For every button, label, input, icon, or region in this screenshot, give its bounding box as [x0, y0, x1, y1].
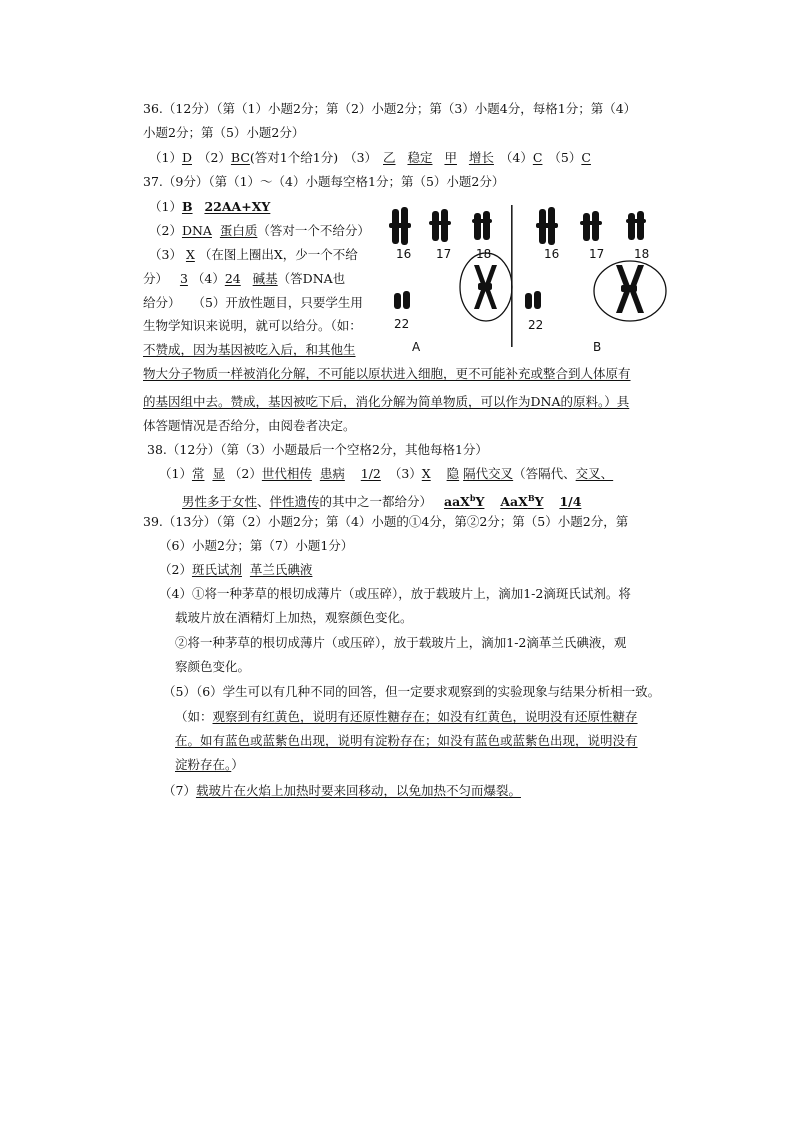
- q38-a1-1: 常: [191, 466, 205, 481]
- label-a-17: 17: [436, 247, 452, 261]
- q39-a7-line: [163, 783, 521, 799]
- q36-answers-line: [149, 150, 591, 166]
- q36-a4-label: （4）: [499, 150, 533, 165]
- q37-a4-note: （答DNA也: [277, 271, 346, 286]
- q38-a2-3: 1/2: [360, 466, 381, 481]
- q36-header-line1: 36.（12分）（第（1）小题2分；第（2）小题2分；第（3）小题4分，每格1分；第（4）: [143, 101, 637, 116]
- q36-a3-4: 增长: [468, 150, 494, 165]
- q37-a5-line5: [143, 394, 629, 410]
- q37-a1-2: 22AA+XY: [204, 199, 271, 214]
- q38-a3-note-open: （答隔代、: [513, 466, 576, 481]
- q39-a56-open: （如：: [175, 709, 213, 724]
- q37-a4-label: （4）: [191, 271, 225, 286]
- q39-a2-label: （2）: [159, 562, 192, 577]
- q36-a3-1: 乙: [383, 150, 396, 165]
- q38-a3-3: 隔代交叉: [463, 466, 514, 481]
- q38-a2-label: （2）: [228, 466, 262, 481]
- q37-a2-1: DNA: [181, 223, 212, 238]
- label-b-17: 17: [589, 247, 605, 261]
- q39-a7-label: （7）: [163, 783, 196, 798]
- q37-a4-1: 24: [224, 271, 241, 286]
- q38-note-sep: 、: [257, 494, 270, 510]
- q38-note-rest: 的其中之一都给分）: [319, 494, 433, 510]
- q38-a2-2: 患病: [319, 466, 345, 481]
- q39-header-line2: （6）小题2分；第（7）小题1分）: [159, 538, 354, 553]
- q39-a2-2: 革兰氏碘液: [249, 562, 313, 577]
- q37-a5-line1: [143, 295, 363, 311]
- q39-a4-line4: 察颜色变化。: [175, 659, 251, 674]
- q38-a3-1: X: [421, 466, 431, 481]
- q39-a56-text2: 观察到有红黄色，说明有还原性糖存在；如没有红黄色，说明没有还原性糖存: [212, 709, 638, 724]
- label-a-18: 18: [476, 247, 492, 261]
- q39-a56-line4: [175, 757, 244, 773]
- q38-a3-last: 1/4: [559, 494, 582, 510]
- q36-a5-label: （5）: [548, 150, 582, 165]
- q38-answers-line2: [182, 490, 581, 510]
- q38-a3-label: （3）: [388, 466, 422, 481]
- q38-a3-note-jc: 交叉、: [575, 466, 614, 481]
- label-a-16: 16: [396, 247, 412, 261]
- q39-a56-line1: （5）（6）学生可以有几种不同的回答，但一定要求观察到的实验现象与结果分析相一致。: [163, 684, 661, 699]
- q38-header: 38.（12分）（第（3）小题最后一个空格2分，其他每格1分）: [147, 442, 488, 457]
- q37-a3-note: （在图上圈出X，少一个不给: [198, 247, 358, 262]
- q39-a2-line: [159, 562, 312, 578]
- q36-a3-2: 稳定: [407, 150, 433, 165]
- q38-note-male: 男性多于女性: [182, 494, 258, 510]
- label-b-16: 16: [544, 247, 560, 261]
- q38-genotype-1: aaX$^b$Y: [443, 493, 485, 510]
- q36-a5: C: [581, 150, 591, 165]
- q38-a1-label: （1）: [159, 466, 192, 481]
- q39-header-line1: 39.（13分）（第（2）小题2分；第（4）小题的①4分，第②2分；第（5）小题2分，第: [143, 514, 629, 529]
- q38-a1-2: 显: [212, 466, 225, 481]
- panel-b-pair-16-icon: [536, 207, 558, 245]
- q37-a2-2: 蛋白质: [219, 223, 258, 238]
- q36-a2-label: （2）: [197, 150, 231, 165]
- q37-a3-note2: 分）: [143, 271, 169, 286]
- q37-a5-line6: 体答题情况是否给分，由阅卷者决定。: [143, 418, 356, 433]
- panel-b-sex-chromosomes-icon: [616, 265, 644, 313]
- q37-a3-2: 3: [179, 271, 188, 286]
- q36-a4: C: [532, 150, 543, 165]
- panel-a-pair-16-icon: [389, 207, 411, 245]
- q36-a1-label: （1）: [149, 150, 182, 165]
- q37-a1-1: B: [181, 199, 193, 214]
- q36-a2: BC: [230, 150, 250, 165]
- panel-a-pair-22-icon: [394, 291, 410, 309]
- q38-genotype-2: AaX$^B$Y: [500, 493, 544, 510]
- q39-a56-line3: 在。如有蓝色或蓝紫色出现，说明有淀粉存在；如没有蓝色或蓝紫色出现，说明没有: [175, 733, 638, 748]
- q39-a56-close: ）: [231, 757, 244, 772]
- q39-a4-line3: ②将一种茅草的根切成薄片（或压碎），放于载玻片上，滴加1-2滴革兰氏碘液，观: [175, 635, 627, 650]
- q37-a4-2: 碱基: [252, 271, 278, 286]
- label-panel-b: B: [593, 340, 602, 354]
- q37-a3-line: [149, 247, 358, 263]
- q37-a5-text1: （5）开放性题目，只要学生用: [192, 295, 363, 310]
- q37-a2-label: （2）: [149, 223, 182, 238]
- q38-a2-1: 世代相传: [261, 466, 312, 481]
- panel-b-pair-22-icon: [525, 291, 541, 309]
- q39-a4-line1: （4）①将一种茅草的根切成薄片（或压碎），放于载玻片上，滴加1-2滴斑氏试剂。将: [159, 586, 631, 601]
- label-b-18: 18: [634, 247, 650, 261]
- q37-a5-line4: 物大分子物质一样被消化分解，不可能以原状进入细胞，更不可能补充或整合到人体原有: [143, 366, 631, 381]
- label-panel-a: A: [412, 340, 421, 354]
- q38-note-sexlinked: 伴性遗传: [269, 494, 320, 510]
- q37-a3-1: X: [185, 247, 195, 262]
- q37-a2-line: [149, 223, 370, 239]
- q36-a3-label: （3）: [344, 150, 378, 165]
- q39-a7: 载玻片在火焰上加热时要来回移动，以免加热不匀而爆裂。: [195, 783, 521, 798]
- q37-a5-line3: 不赞成，因为基因被吃入后，和其他生: [143, 342, 356, 357]
- panel-b-pair-17-icon: [580, 211, 602, 241]
- label-b-22: 22: [528, 318, 544, 332]
- q39-a56-line2: [175, 709, 638, 725]
- q37-a4-line: [143, 271, 345, 287]
- q36-a3-3: 甲: [444, 150, 457, 165]
- q37-a1-label: （1）: [149, 199, 182, 214]
- q38-answers-line1: [159, 466, 613, 482]
- q37-a1-line: [149, 199, 270, 215]
- q37-a5-text5: 的基因组中去。赞成，基因被吃下后，消化分解为简单物质，可以作为DNA的原料。）具: [143, 394, 630, 409]
- panel-b-pair-18-icon: [626, 211, 646, 240]
- q36-header-line2: 小题2分；第（5）小题2分）: [143, 125, 305, 140]
- q37-a3-label: （3）: [149, 247, 182, 262]
- q36-a2-note: (答对1个给1分): [249, 150, 339, 165]
- panel-a-pair-17-icon: [429, 209, 451, 242]
- q38-a3-2: 隐: [446, 466, 460, 481]
- q37-header: 37.（9分）（第（1）～（4）小题每空格1分；第（5）小题2分）: [143, 174, 505, 189]
- q36-a1: D: [181, 150, 192, 165]
- label-a-22: 22: [394, 317, 410, 331]
- q37-a4-note2: 给分）: [143, 295, 181, 310]
- q39-a56-text4: 淀粉存在。: [175, 757, 232, 772]
- q39-a2-1: 斑氏试剂: [191, 562, 242, 577]
- q37-a5-line2: 生物学知识来说明，就可以给分。（如：: [143, 318, 362, 333]
- panel-a-pair-18-icon: [472, 211, 492, 240]
- q37-a2-note: （答对一个不给分）: [257, 223, 370, 238]
- q39-a4-line2: 载玻片放在酒精灯上加热，观察颜色变化。: [175, 610, 413, 625]
- panel-a-sex-chromosomes-icon: [474, 265, 497, 309]
- chromosome-figure: [388, 203, 678, 355]
